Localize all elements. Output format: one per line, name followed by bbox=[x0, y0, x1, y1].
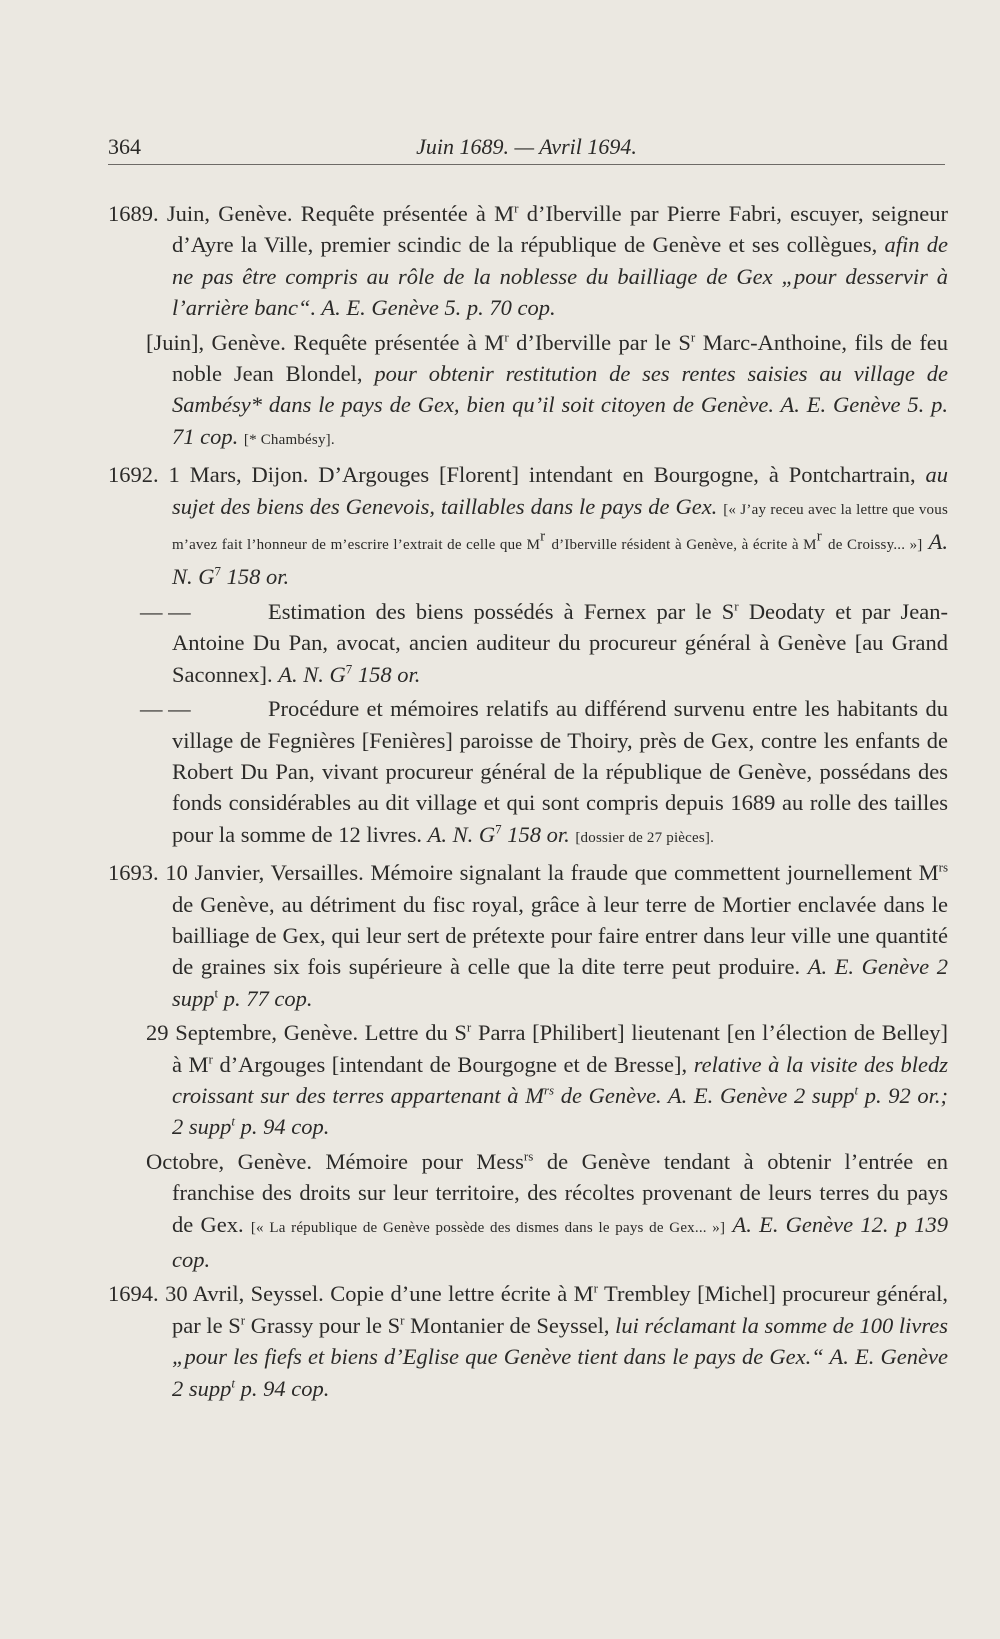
entry-italic-text: lui réclamant la somme de 100 livres „pour les fiefs et biens d’Eglise que Genève tient dans le pays de Gex.“ A. E. Genève 2 supp bbox=[172, 1312, 949, 1401]
superscript: r bbox=[240, 1312, 246, 1328]
entry-date: 30 Avril, Seyssel. bbox=[165, 1281, 324, 1307]
superscript: r bbox=[208, 1051, 213, 1067]
entry-text: Requête présentée à M bbox=[300, 201, 515, 226]
entry-reference: A. N. G bbox=[172, 529, 949, 590]
entry-text: Procédure et mémoires relatifs au différend survenu entre les habitants du village de Fegnières [Fenières] paroisse de Thoiry, près de Gex, contre les enfants de Robert Du Pan, vivant procureur général de la république de Genève, possédans des fonds considérables au dit village et qui sont compris depuis 1689 au rolle des tailles pour la somme de 12 livres. bbox=[172, 696, 948, 847]
entry-estimation bbox=[108, 596, 948, 690]
entry-reference: A. N. G bbox=[427, 821, 496, 847]
entry-italic-text: p. 94 cop. bbox=[240, 1375, 330, 1401]
running-title: Juin 1689. — Avril 1694. bbox=[416, 134, 637, 159]
superscript: r bbox=[466, 1019, 472, 1035]
superscript: r bbox=[816, 528, 822, 545]
entry-text: d’Argouges [intendant de Bourgogne et de Bresse], bbox=[219, 1051, 688, 1077]
ditto-dashes: — — bbox=[140, 696, 191, 722]
superscript: r bbox=[400, 1312, 405, 1328]
superscript: r bbox=[504, 329, 509, 345]
entry-1692-mars bbox=[108, 459, 948, 593]
ditto-dashes: — — bbox=[140, 598, 191, 624]
entry-italic-text: au sujet des biens des Genevois, taillables dans le pays de Gex. bbox=[172, 462, 949, 519]
entry-septembre bbox=[108, 1017, 948, 1143]
superscript: rs bbox=[543, 1082, 555, 1098]
entry-italic-text: p. 92 or.; 2 supp bbox=[172, 1082, 949, 1140]
entry-text: Marc-Anthoine, fils de feu noble Jean Blondel, bbox=[172, 329, 949, 387]
entry-reference: 158 or. bbox=[226, 564, 290, 590]
entry-reference: A. E. Genève 12. p 139 cop. bbox=[172, 1211, 948, 1272]
entry-italic-text: de Genève. A. E. Genève 2 supp bbox=[560, 1082, 855, 1108]
superscript: 7 bbox=[214, 563, 222, 579]
superscript: r bbox=[734, 598, 739, 614]
entry-text: Requête présentée à M bbox=[293, 329, 505, 355]
entry-year: 1693. bbox=[108, 860, 159, 886]
superscript: t bbox=[231, 1113, 236, 1129]
entry-juin-geneve bbox=[108, 327, 948, 457]
entry-year: 1694. bbox=[108, 1281, 159, 1307]
entry-note: de Croissy... »] bbox=[828, 537, 923, 554]
entry-reference: A. E. Genève 2 supp bbox=[172, 954, 948, 1011]
entry-text: d’Iberville par Pierre Fabri, escuyer, seigneur d’Ayre la Ville, premier scindic de la république de Genève et ses collègues, bbox=[172, 201, 949, 258]
entry-text: Estimation des biens possédés à Fernex par le S bbox=[268, 598, 735, 624]
entry-text: d’Iberville par le S bbox=[516, 329, 691, 355]
entry-note: d’Iberville résident à Genève, à écrite à M bbox=[551, 537, 817, 554]
entry-procedure bbox=[108, 693, 948, 854]
superscript: t bbox=[214, 985, 219, 1001]
entry-text: Parra [Philibert] lieutenant [en l’élection de Belley] à M bbox=[172, 1020, 948, 1077]
entry-date: 10 Janvier, Versailles. bbox=[165, 860, 364, 886]
entry-text: Lettre du S bbox=[364, 1020, 467, 1046]
entry-note: [dossier de 27 pièces]. bbox=[575, 829, 715, 846]
entry-reference: 158 or. bbox=[357, 661, 421, 687]
superscript: r bbox=[690, 329, 696, 345]
entry-reference: A. N. G bbox=[278, 661, 346, 687]
superscript: t bbox=[231, 1375, 236, 1391]
entry-1694-avril bbox=[108, 1278, 948, 1404]
page-number: 364 bbox=[108, 134, 141, 159]
superscript: r bbox=[540, 528, 546, 545]
entry-text: de Genève, au détriment du fisc royal, grâce à leur terre de Mortier enclavée dans le bailliage de Gex, qui leur sert de prétexte pour faire entrer dans leur ville une quantité de graines six fois supérieure à celle que la dite terre peut produire. bbox=[172, 891, 948, 980]
superscript: t bbox=[854, 1082, 859, 1098]
entry-date: 29 Septembre, Genève. bbox=[146, 1020, 359, 1046]
entry-date: Octobre, Genève. bbox=[146, 1148, 312, 1174]
entry-text: de Genève tendant à obtenir l’entrée en franchise des droits sur leur territoire, des récoltes provenant de leurs terres du pays de Gex. bbox=[172, 1148, 948, 1237]
superscript: r bbox=[593, 1280, 598, 1296]
entry-italic-text: afin de ne pas être compris au rôle de la noblesse du bailliage de Gex „pour desservir à l’arrière banc“. A. E. Genève 5. p. 70 cop. bbox=[172, 232, 948, 321]
page-header bbox=[108, 130, 945, 165]
entry-1689-juin bbox=[108, 198, 948, 324]
superscript: 7 bbox=[495, 821, 502, 837]
entry-date: [Juin], Genève. bbox=[146, 329, 286, 355]
entry-reference: 158 or. bbox=[507, 821, 570, 847]
superscript: rs bbox=[938, 859, 949, 875]
entry-year: 1689. bbox=[108, 201, 159, 226]
entry-octobre bbox=[108, 1146, 948, 1276]
superscript: r bbox=[514, 200, 519, 216]
entry-text: Copie d’une lettre écrite à M bbox=[330, 1281, 594, 1307]
entry-1693-janvier bbox=[108, 857, 948, 1014]
document-body bbox=[108, 198, 948, 1407]
entry-italic-text: relative à la visite des bledz croissant sur des terres appartenant à M bbox=[172, 1051, 949, 1108]
entry-text: Montanier de Seyssel, bbox=[410, 1312, 610, 1338]
entry-text: Deodaty et par Jean-Antoine Du Pan, avocat, ancien auditeur du procureur général à Genève [au Grand Saconnex]. bbox=[172, 598, 948, 687]
entry-italic-text: p. 94 cop. bbox=[240, 1114, 330, 1140]
entry-date: Juin, Genève. bbox=[166, 201, 293, 226]
superscript: rs bbox=[523, 1148, 534, 1164]
entry-date: 1 Mars, Dijon. bbox=[168, 462, 309, 488]
entry-note: [« La république de Genève possède des dismes dans le pays de Gex... »] bbox=[250, 1219, 726, 1236]
entry-reference: p. 77 cop. bbox=[223, 985, 313, 1011]
entry-text: Grassy pour le S bbox=[250, 1312, 401, 1338]
entry-text: Mémoire pour Mess bbox=[325, 1148, 524, 1174]
entry-year: 1692. bbox=[108, 462, 159, 488]
entry-text: Trembley [Michel] procureur général, par le S bbox=[172, 1281, 949, 1338]
superscript: 7 bbox=[345, 661, 353, 677]
entry-note: [« J’ay receu avec la lettre que vous m’avez fait l’honneur de m’escrire l’extrait de celle que M bbox=[172, 501, 948, 554]
entry-text: Mémoire signalant la fraude que commettent journellement M bbox=[370, 860, 939, 886]
entry-text: D’Argouges [Florent] intendant en Bourgogne, à Pontchartrain, bbox=[318, 462, 916, 488]
entry-note: [* Chambésy]. bbox=[243, 431, 335, 448]
entry-italic-text: pour obtenir restitution de ses rentes saisies au village de Sambésy* dans le pays de Gex, bien qu’il soit citoyen de Genève. A. E. Genève 5. p. 71 cop. bbox=[172, 361, 948, 449]
